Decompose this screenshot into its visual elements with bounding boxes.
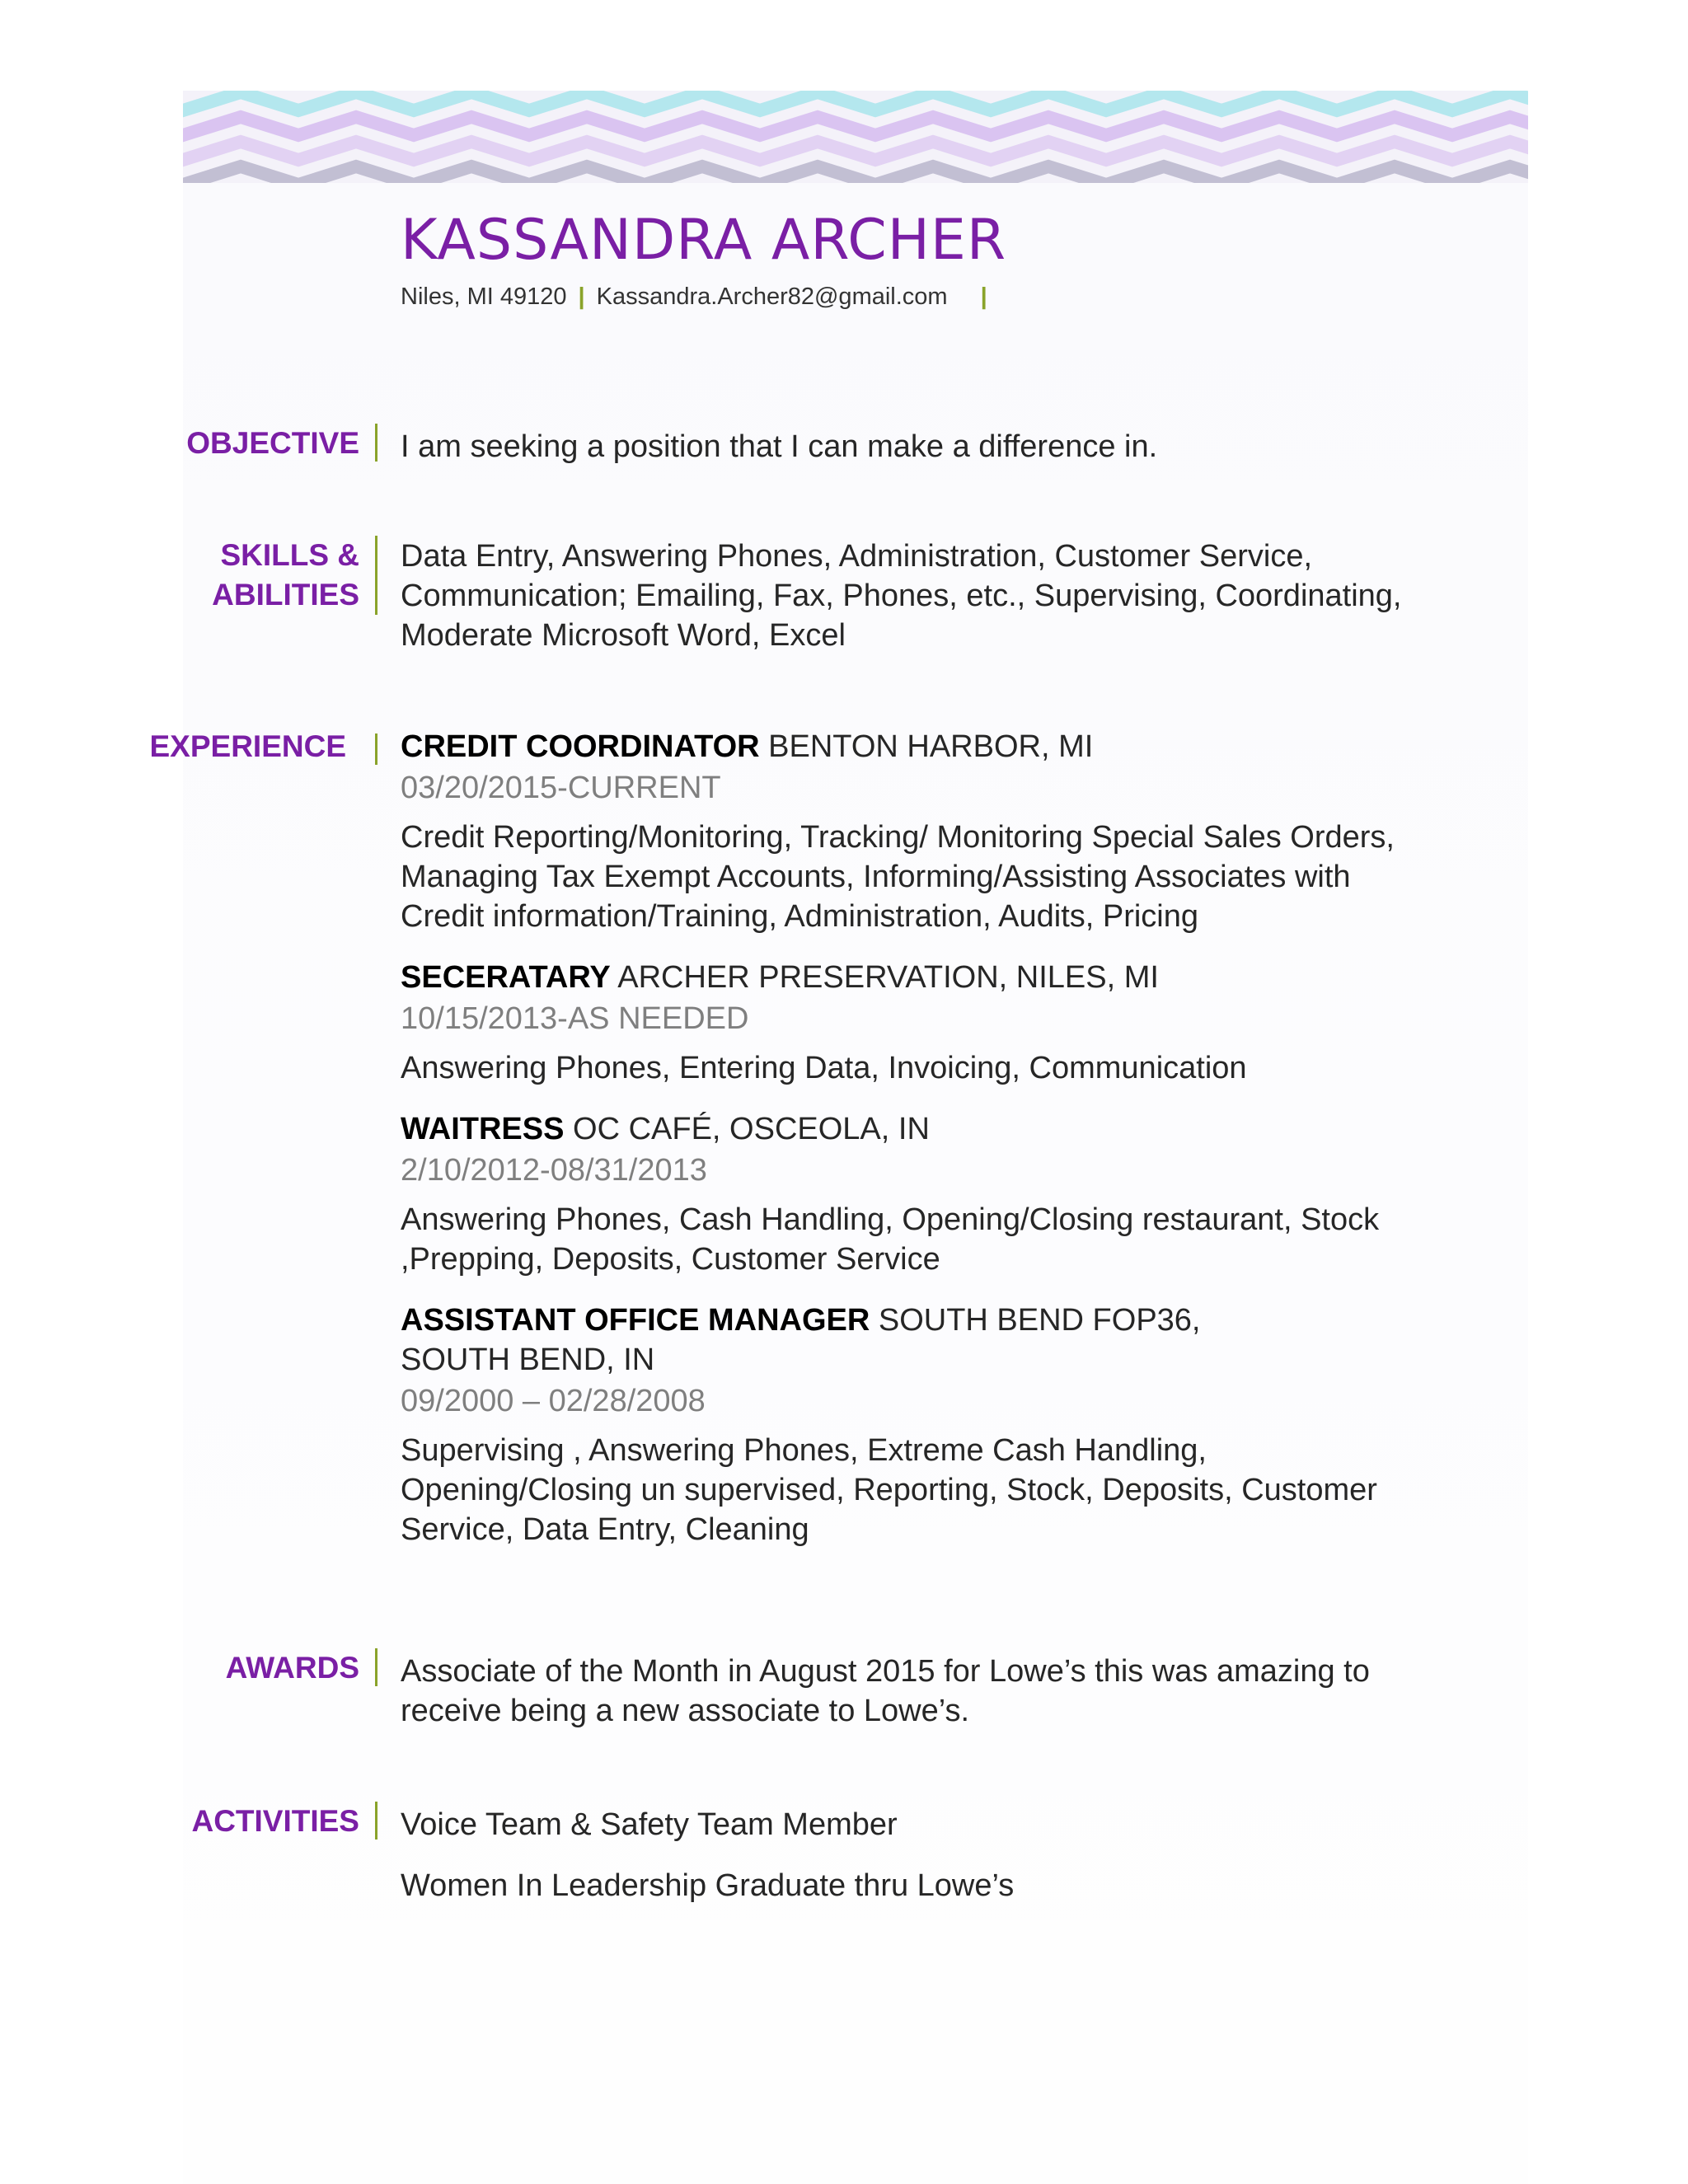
- job-entry: [401, 958, 1431, 1088]
- job-description: Supervising , Answering Phones, Extreme Cash Handling, Opening/Closing un supervised, Reporting, Stock, Deposits, Customer Service, Data Entry, Cleaning: [401, 1433, 1377, 1547]
- skills-label-line2: ABILITIES: [212, 578, 359, 612]
- skills-label-line1: SKILLS &: [220, 538, 359, 572]
- section-divider: [375, 536, 377, 615]
- job-employer: SOUTH BEND FOP36, SOUTH BEND, IN: [401, 1303, 1201, 1377]
- job-heading: [401, 1301, 1307, 1380]
- candidate-name: KASSANDRA ARCHER: [401, 208, 1007, 273]
- job-employer: ARCHER PRESERVATION, NILES, MI: [617, 960, 1159, 995]
- job-heading: [401, 1109, 1431, 1149]
- job-title: WAITRESS: [401, 1112, 565, 1146]
- job-description: Answering Phones, Entering Data, Invoicing, Communication: [401, 1051, 1247, 1085]
- job-dates: 2/10/2012-08/31/2013: [401, 1153, 707, 1188]
- activities-label: ACTIVITIES: [191, 1804, 359, 1838]
- activities-list: [401, 1805, 1431, 1927]
- section-divider: [375, 1802, 377, 1840]
- chevron-banner: [183, 91, 1528, 183]
- resume-header: [401, 208, 1006, 311]
- job-entry: [401, 727, 1431, 936]
- job-entry: [401, 1109, 1431, 1279]
- activity-item: Women In Leadership Graduate thru Lowe’s: [401, 1868, 1015, 1903]
- experience-list: [401, 727, 1431, 1571]
- job-entry: [401, 1301, 1431, 1549]
- job-title: CREDIT COORDINATOR: [401, 729, 760, 764]
- job-description: Credit Reporting/Monitoring, Tracking/ Monitoring Special Sales Orders, Managing Tax Exempt Accounts, Informing/Assisting Associates with Credit information/Training, Administration, Audits, Pricing: [401, 820, 1395, 934]
- job-dates: 10/15/2013-AS NEEDED: [401, 1001, 749, 1036]
- job-heading: [401, 727, 1431, 766]
- section-divider: [375, 424, 377, 462]
- awards-text: Associate of the Month in August 2015 for Lowe’s this was amazing to receive being a new associate to Lowe’s.: [401, 1654, 1370, 1728]
- awards-label: AWARDS: [225, 1651, 359, 1685]
- job-title: SECERATARY: [401, 960, 611, 995]
- job-employer: BENTON HARBOR, MI: [768, 729, 1094, 764]
- job-dates: 09/2000 – 02/28/2008: [401, 1384, 706, 1418]
- skills-label: [212, 536, 359, 615]
- separator: |: [980, 284, 987, 310]
- job-dates: 03/20/2015-CURRENT: [401, 771, 721, 805]
- experience-label: EXPERIENCE: [149, 729, 346, 763]
- objective-label: OBJECTIVE: [186, 426, 359, 460]
- objective-text: I am seeking a position that I can make a difference in.: [401, 429, 1158, 464]
- skills-text: Data Entry, Answering Phones, Administration, Customer Service, Communication; Emailing, Fax, Phones, etc., Supervising, Coordinating, Moderate Microsoft Word, Excel: [401, 539, 1402, 653]
- contact-line: [401, 284, 1006, 311]
- chevron-pattern-image: [183, 91, 1528, 183]
- section-divider: [375, 733, 377, 765]
- job-description: Answering Phones, Cash Handling, Opening/Closing restaurant, Stock ,Prepping, Deposits, Customer Service: [401, 1202, 1380, 1277]
- separator: |: [578, 284, 585, 310]
- job-title: ASSISTANT OFFICE MANAGER: [401, 1303, 870, 1338]
- job-employer: OC CAFÉ, OSCEOLA, IN: [573, 1112, 930, 1146]
- activity-item: Voice Team & Safety Team Member: [401, 1807, 898, 1842]
- email-link[interactable]: Kassandra.Archer82@gmail.com: [596, 284, 948, 310]
- job-heading: [401, 958, 1431, 997]
- location: Niles, MI 49120: [401, 284, 567, 310]
- section-divider: [375, 1648, 377, 1686]
